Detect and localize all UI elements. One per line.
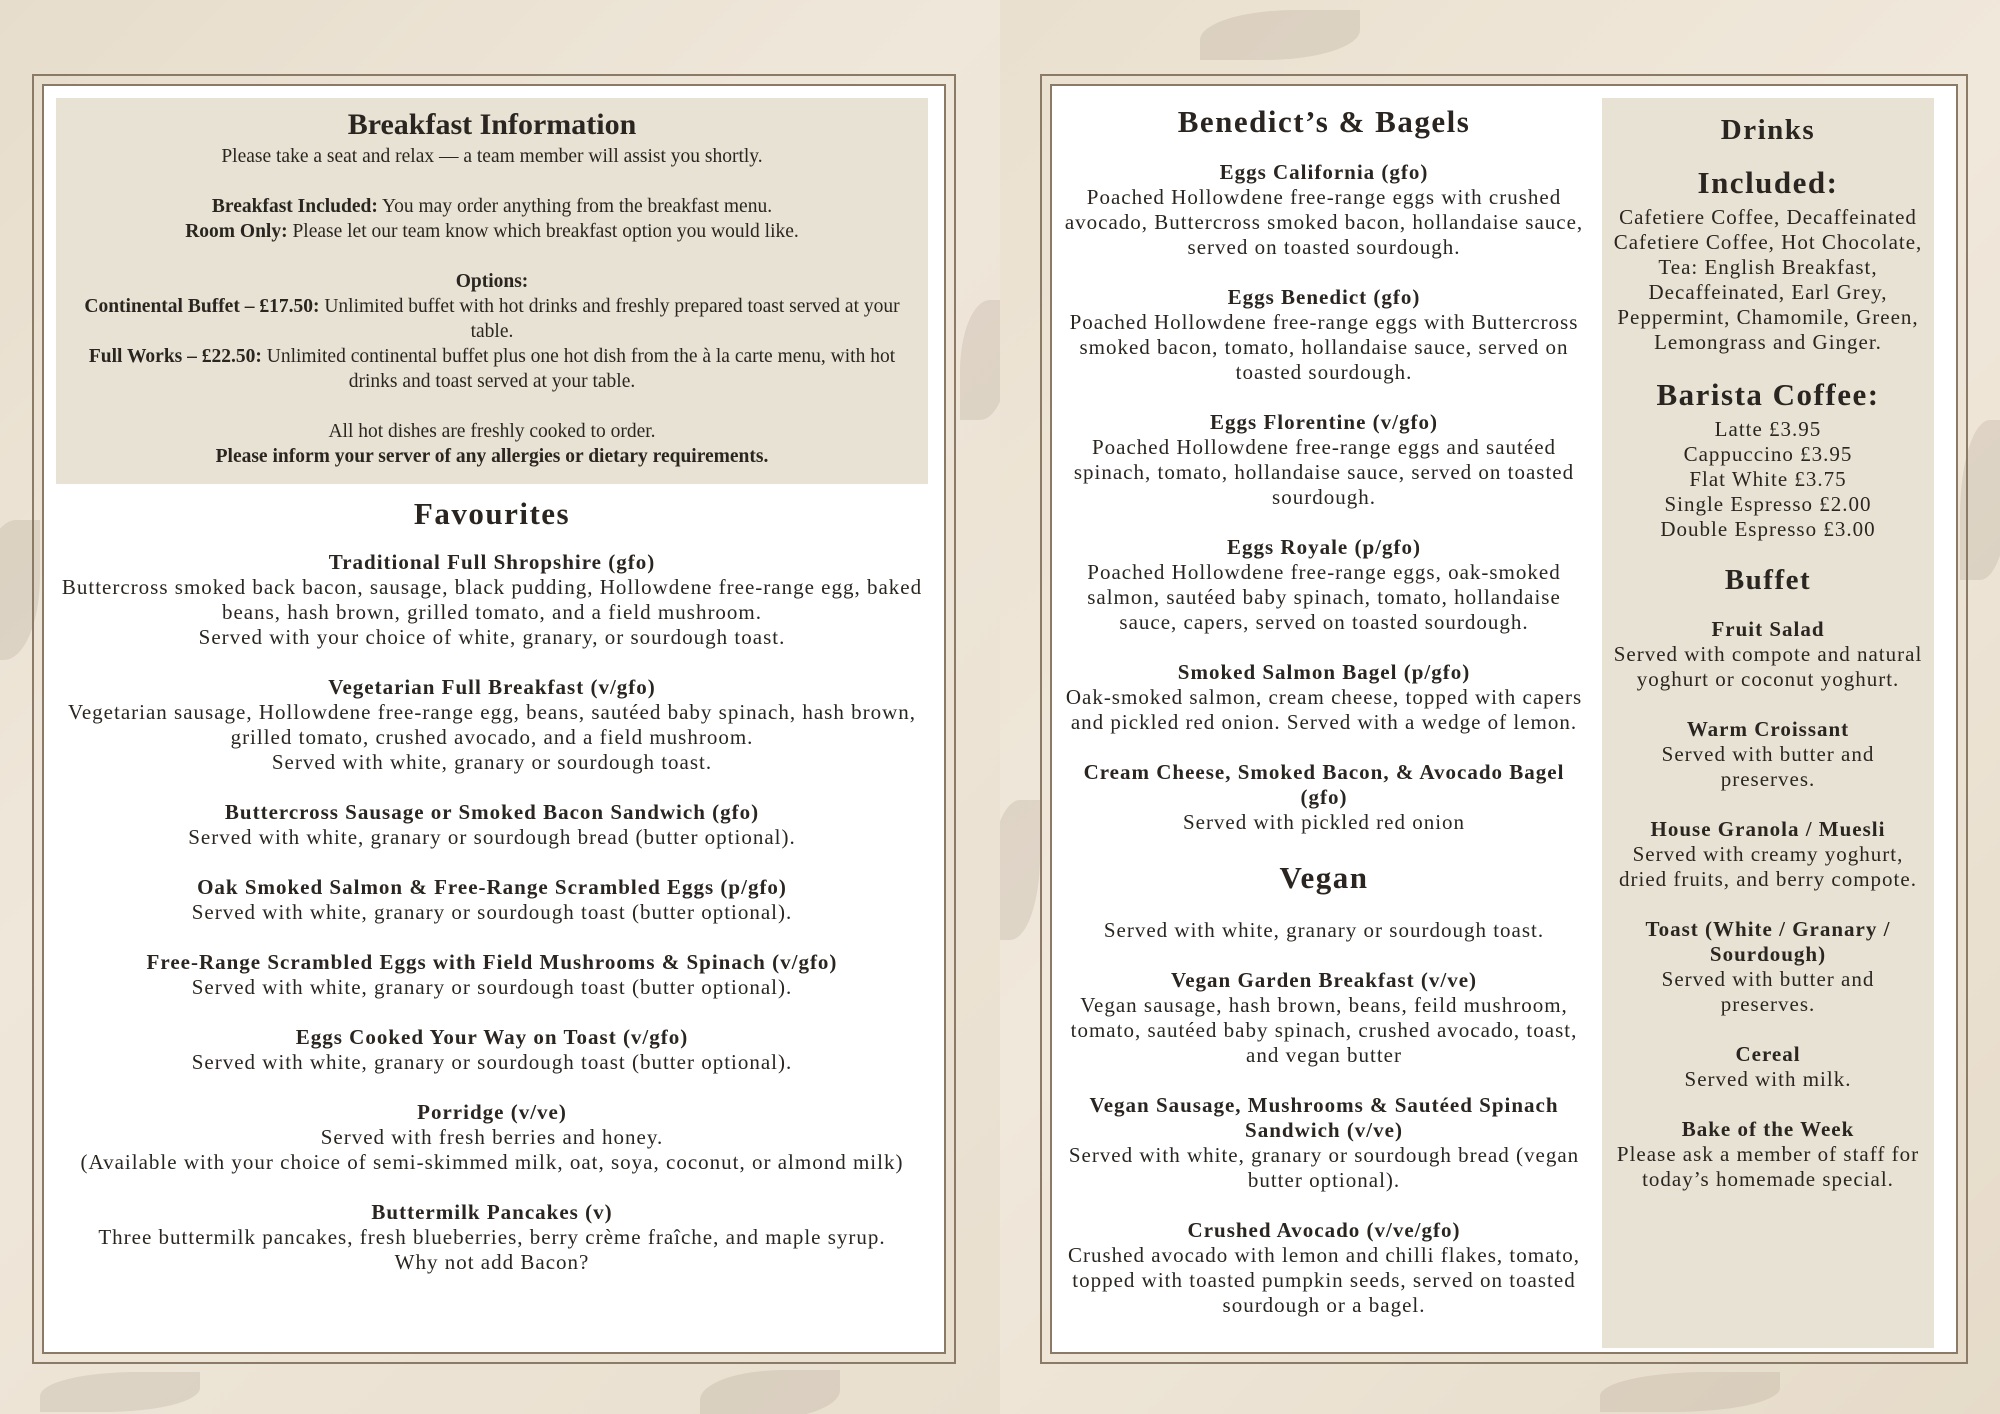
menu-item-name: Oak Smoked Salmon & Free-Range Scrambled Eggs (p/gfo) [197, 875, 787, 899]
menu-item-description: Poached Hollowdene free-range eggs with crushed avocado, Buttercross smoked bacon, hollandaise sauce, served on toasted sourdough. [1064, 185, 1584, 259]
leaf-decoration [40, 1372, 200, 1412]
favourites-title: Favourites [413, 496, 571, 531]
menu-item [1064, 660, 1584, 735]
right-page [1050, 84, 1958, 1354]
menu-item-name: Eggs Cooked Your Way on Toast (v/gfo) [295, 1025, 689, 1049]
breakfast-included-line: Breakfast Included: You may order anything from the breakfast menu. [211, 196, 773, 217]
menu-item-description: Served with compote and natural yoghurt or coconut yoghurt. [1613, 642, 1923, 691]
menu-item-description: Three buttermilk pancakes, fresh blueberries, berry crème fraîche, and maple syrup. [98, 1225, 886, 1249]
included-title: Included: [1697, 165, 1839, 200]
included-drinks-list: Cafetiere Coffee, Decaffeinated Cafetiere Coffee, Hot Chocolate, Tea: English Breakfast, Decaffeinated, Earl Grey, Peppermint, Chamomile, Green, Lemongrass and Ginger. [1613, 205, 1923, 354]
menu-item-description: Served with butter and preserves. [1661, 967, 1875, 1016]
menu-item-note: Why not add Bacon? [394, 1250, 590, 1274]
leaf-decoration [960, 300, 1000, 420]
menu-item-name: Eggs Florentine (v/gfo) [1210, 410, 1438, 434]
menu-item-name: Fruit Salad [1711, 617, 1825, 641]
benedicts-vegan-column [1064, 104, 1584, 1343]
menu-item [1612, 817, 1924, 892]
menu-item-name: Eggs California (gfo) [1219, 160, 1429, 184]
menu-item-description: Poached Hollowdene free-range eggs, oak-smoked salmon, sautéed baby spinach, tomato, hollandaise sauce, capers, served on toasted sourdough. [1087, 560, 1561, 634]
menu-item-name: House Granola / Muesli [1650, 817, 1886, 841]
benedicts-title: Benedict’s & Bagels [1177, 104, 1471, 139]
menu-item-description: Poached Hollowdene free-range eggs and sautéed spinach, tomato, hollandaise sauce, served on toasted sourdough. [1073, 435, 1575, 509]
menu-item [1064, 410, 1584, 510]
menu-item-description: Served with white, granary or sourdough bread (vegan butter optional). [1068, 1143, 1580, 1192]
menu-item-name: Smoked Salmon Bagel (p/gfo) [1177, 660, 1471, 684]
menu-item-description: Served with butter and preserves. [1661, 742, 1875, 791]
menu-item-description: Crushed avocado with lemon and chilli flakes, tomato, topped with toasted pumpkin seeds, served on toasted sourdough or a bagel. [1068, 1243, 1580, 1317]
breakfast-info-box [56, 98, 928, 484]
menu-item [44, 1200, 940, 1275]
barista-item: Single Espresso £2.00 [1664, 492, 1872, 516]
leaf-decoration [700, 1370, 840, 1414]
menu-item-description: Poached Hollowdene free-range eggs with Buttercross smoked bacon, tomato, hollandaise sauce, served on toasted sourdough. [1069, 310, 1579, 384]
menu-item-name: Cream Cheese, Smoked Bacon, & Avocado Bagel (gfo) [1083, 760, 1565, 809]
menu-item [1064, 968, 1584, 1068]
breakfast-info-intro: Please take a seat and relax — a team member will assist you shortly. [221, 146, 763, 167]
drinks-included [1612, 165, 1924, 355]
menu-item-description: Served with pickled red onion [1182, 810, 1466, 834]
barista-coffee [1612, 377, 1924, 542]
menu-item-name: Vegan Garden Breakfast (v/ve) [1170, 968, 1478, 992]
drinks-title: Drinks [1720, 114, 1816, 146]
menu-item-name: Buttercross Sausage or Smoked Bacon Sandwich (gfo) [224, 800, 760, 824]
vegan-list [1064, 968, 1584, 1318]
barista-list [1612, 417, 1924, 542]
drinks-buffet-panel [1602, 98, 1934, 1348]
full-works-option: Full Works – £22.50: Unlimited continental buffet plus one hot dish from the à la carte menu, with hot drinks and toast served at your table. [88, 346, 896, 392]
barista-item: Cappuccino £3.95 [1683, 442, 1853, 466]
continental-option: Continental Buffet – £17.50: Unlimited buffet with hot drinks and freshly prepared toast served at your table. [84, 296, 900, 342]
left-page-frame [32, 74, 956, 1364]
barista-title: Barista Coffee: [1656, 377, 1880, 412]
barista-item: Double Espresso £3.00 [1660, 517, 1876, 541]
menu-item [1612, 717, 1924, 792]
menu-item-name: Eggs Benedict (gfo) [1227, 285, 1421, 309]
barista-item: Latte £3.95 [1714, 417, 1822, 441]
menu-item-name: Traditional Full Shropshire (gfo) [328, 550, 656, 574]
menu-item [1612, 617, 1924, 692]
menu-item [44, 1025, 940, 1075]
menu-item-name: Bake of the Week [1681, 1117, 1855, 1141]
menu-item-name: Cereal [1735, 1042, 1801, 1066]
menu-item-name: Porridge (v/ve) [417, 1100, 567, 1124]
menu-item [44, 1100, 940, 1175]
menu-item [1612, 1042, 1924, 1092]
menu-item [44, 800, 940, 850]
menu-item-name: Buttermilk Pancakes (v) [371, 1200, 613, 1224]
leaf-decoration [1600, 1372, 1780, 1412]
menu-item-name: Vegan Sausage, Mushrooms & Sautéed Spinach Sandwich (v/ve) [1089, 1093, 1559, 1142]
left-page [42, 84, 946, 1354]
leaf-decoration [1000, 800, 1040, 940]
menu-item-name: Toast (White / Granary / Sourdough) [1645, 917, 1891, 966]
menu-item-description: Served with white, granary or sourdough bread (butter optional). [188, 825, 796, 849]
menu-item [1064, 285, 1584, 385]
menu-item [1064, 1093, 1584, 1193]
barista-item: Flat White £3.75 [1689, 467, 1847, 491]
breakfast-info-title: Breakfast Information [347, 108, 637, 141]
leaf-decoration [1200, 10, 1360, 60]
menu-item-name: Vegetarian Full Breakfast (v/gfo) [328, 675, 656, 699]
benedicts-list [1064, 160, 1584, 835]
menu-item-name: Crushed Avocado (v/ve/gfo) [1187, 1218, 1461, 1242]
menu-item [1064, 160, 1584, 260]
menu-item-description: Served with fresh berries and honey. [320, 1125, 664, 1149]
menu-item-description: Served with white, granary or sourdough toast (butter optional). [191, 975, 793, 999]
menu-item-name: Eggs Royale (p/gfo) [1227, 535, 1421, 559]
menu-item-description: Served with white, granary or sourdough toast (butter optional). [191, 900, 793, 924]
menu-item-note: Served with your choice of white, granary, or sourdough toast. [198, 625, 786, 649]
menu-item-description: Served with milk. [1684, 1067, 1852, 1091]
menu-item [1612, 1117, 1924, 1192]
menu-item-note: Served with white, granary or sourdough toast. [271, 750, 713, 774]
hot-dishes-note: All hot dishes are freshly cooked to order. [328, 421, 656, 442]
menu-item-description: Vegetarian sausage, Hollowdene free-range egg, beans, sautéed baby spinach, hash brown, grilled tomato, crushed avocado, and a field mushroom. [68, 700, 916, 749]
menu-item [44, 675, 940, 775]
menu-item-description: Served with white, granary or sourdough toast (butter optional). [191, 1050, 793, 1074]
menu-item-name: Warm Croissant [1686, 717, 1850, 741]
menu-item [44, 875, 940, 925]
menu-item-description: Vegan sausage, hash brown, beans, feild mushroom, tomato, sautéed baby spinach, crushed avocado, toast, and vegan butter [1070, 993, 1578, 1067]
right-page-frame [1040, 74, 1968, 1364]
options-heading: Options: [455, 271, 529, 292]
buffet-list [1612, 617, 1924, 1192]
favourites-section [44, 496, 940, 1300]
menu-item [1064, 535, 1584, 635]
menu-item [1064, 1218, 1584, 1318]
menu-item-name: Free-Range Scrambled Eggs with Field Mushrooms & Spinach (v/gfo) [146, 950, 838, 974]
allergies-note: Please inform your server of any allergies or dietary requirements. [215, 446, 769, 467]
favourites-list [44, 550, 940, 1275]
room-only-line: Room Only: Please let our team know which breakfast option you would like. [185, 221, 799, 242]
buffet-title: Buffet [1724, 564, 1812, 596]
menu-item [44, 550, 940, 650]
menu-item-description: Oak-smoked salmon, cream cheese, topped with capers and pickled red onion. Served with a wedge of lemon. [1065, 685, 1583, 734]
menu-item [44, 950, 940, 1000]
menu-item-description: Buttercross smoked back bacon, sausage, black pudding, Hollowdene free-range egg, baked beans, hash brown, grilled tomato, and a field mushroom. [61, 575, 923, 624]
menu-item [1612, 917, 1924, 1017]
menu-item [1064, 760, 1584, 835]
menu-item-description: Please ask a member of staff for today’s homemade special. [1616, 1142, 1920, 1191]
menu-item-description: Served with creamy yoghurt, dried fruits, and berry compote. [1619, 842, 1917, 891]
vegan-note: Served with white, granary or sourdough toast. [1103, 918, 1545, 942]
vegan-title: Vegan [1279, 860, 1369, 895]
menu-item-note: (Available with your choice of semi-skimmed milk, oat, soya, coconut, or almond milk) [80, 1150, 904, 1174]
